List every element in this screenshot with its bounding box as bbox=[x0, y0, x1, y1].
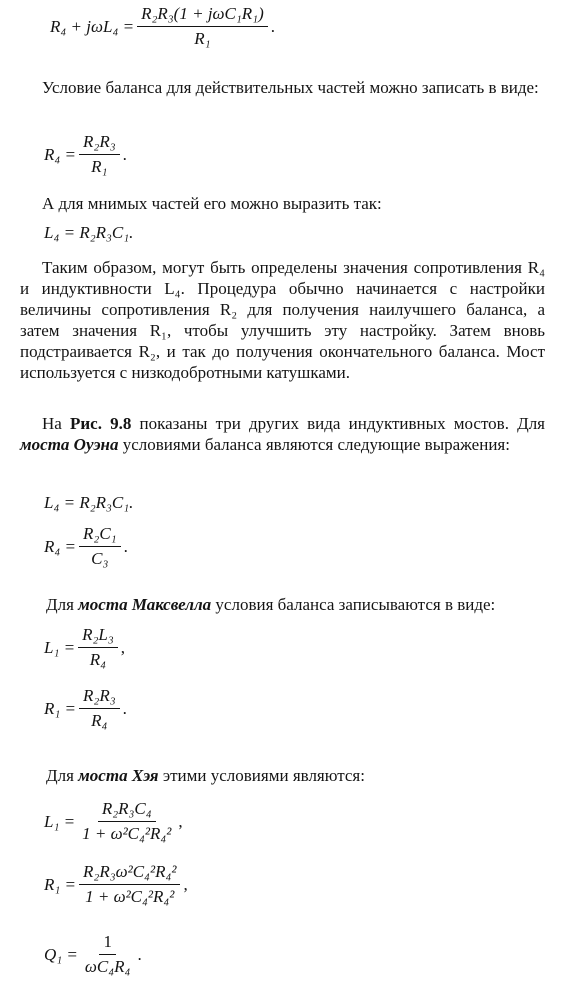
formula-hay-r1 bbox=[44, 862, 188, 907]
fraction bbox=[79, 524, 121, 569]
text-span: этими условиями являются: bbox=[158, 766, 365, 785]
paragraph-maxwell-bridge bbox=[46, 594, 546, 615]
fraction bbox=[81, 932, 135, 977]
formula-punct: , bbox=[183, 874, 188, 894]
formula-l4 bbox=[44, 223, 133, 243]
denominator: R₁ bbox=[91, 157, 108, 176]
formula-punct: , bbox=[178, 811, 183, 831]
numerator: R₂L₃ bbox=[78, 625, 118, 648]
denominator: R₄ bbox=[89, 650, 107, 669]
numerator: 1 bbox=[99, 932, 116, 955]
bridge-name: моста Хэя bbox=[78, 766, 159, 785]
numerator: R₂R₃C₄ bbox=[98, 799, 156, 822]
bridge-name: моста Максвелла bbox=[78, 595, 212, 614]
text-span: Для bbox=[46, 595, 79, 614]
formula-r4 bbox=[44, 132, 127, 177]
formula-punct: . bbox=[122, 698, 127, 718]
paragraph-owen-bridge bbox=[20, 413, 545, 455]
numerator: R₂R₃ bbox=[79, 686, 120, 709]
formula-complex-balance bbox=[50, 4, 275, 49]
denominator: 1 + ω²C₄²R₄² bbox=[85, 887, 175, 906]
denominator: ωC₄R₄ bbox=[84, 957, 131, 976]
text-span: условиями баланса являются следующие выражения: bbox=[118, 435, 510, 454]
text-span: условия баланса записываются в виде: bbox=[211, 595, 496, 614]
fraction bbox=[79, 132, 120, 177]
paragraph-real-parts: Условие баланса для действительных частей можно записать в виде: bbox=[42, 78, 539, 97]
formula-lhs: L₁ = bbox=[44, 811, 76, 831]
fraction bbox=[78, 799, 175, 844]
formula-punct: . bbox=[123, 536, 128, 556]
formula-punct: , bbox=[120, 637, 126, 657]
paragraph-procedure: Таким образом, могут быть определены значения сопротивления R₄ и индуктивности L₄. Процедура обычно начинается с настройки величины сопротивления R₂ для получения наилучшего баланса, а затем значения R₁, чтобы улучшить эту настройку. Затем вновь подстраивается R₂, и так до получения окончательного баланса. Мост используется с низкодобротными катушками. bbox=[20, 258, 545, 382]
numerator: R₂R₃ bbox=[79, 132, 120, 155]
formula-lhs: L₁ = bbox=[44, 637, 76, 657]
paragraph-imag-parts: А для мнимых частей его можно выразить так: bbox=[42, 194, 382, 213]
numerator: R₂R₃(1 + jωC₁R₁) bbox=[137, 4, 268, 27]
formula-lhs: R₁ = bbox=[44, 698, 77, 718]
formula-lhs: R₄ = bbox=[44, 144, 77, 164]
formula-punct: . bbox=[137, 944, 142, 964]
denominator: C₃ bbox=[91, 549, 109, 568]
denominator: R₁ bbox=[194, 29, 211, 48]
numerator: R₂C₁ bbox=[79, 524, 121, 547]
formula-lhs: R₁ = bbox=[44, 874, 77, 894]
fraction bbox=[78, 625, 118, 670]
fraction bbox=[137, 4, 268, 49]
fraction bbox=[79, 862, 180, 907]
formula-owen-l4 bbox=[44, 493, 133, 513]
denominator: 1 + ω²C₄²R₄² bbox=[82, 824, 172, 843]
formula-lhs: R₄ = bbox=[44, 536, 77, 556]
formula-punct: . bbox=[122, 144, 127, 164]
denominator: R₄ bbox=[91, 711, 108, 730]
formula-owen-r4 bbox=[44, 524, 128, 569]
formula-maxwell-r1 bbox=[44, 686, 127, 731]
bridge-name: моста Оуэна bbox=[20, 435, 119, 454]
paragraph-hay-bridge bbox=[46, 765, 546, 786]
formula-punct: . bbox=[270, 16, 275, 36]
formula-maxwell-l1 bbox=[44, 625, 125, 670]
formula-lhs: R₄ + jωL₄ = bbox=[50, 16, 135, 36]
fraction bbox=[79, 686, 120, 731]
numerator: R₂R₃ω²C₄²R₄² bbox=[79, 862, 180, 885]
text-span: На bbox=[42, 414, 70, 433]
text-span: показаны три других вида индуктивных мостов. Для bbox=[131, 414, 545, 433]
formula-text: L₄ = R₂R₃C₁. bbox=[44, 493, 134, 512]
formula-text: L₄ = R₂R₃C₁. bbox=[44, 223, 134, 242]
formula-hay-q1 bbox=[44, 932, 142, 977]
text-span: Для bbox=[46, 766, 79, 785]
formula-lhs: Q₁ = bbox=[44, 944, 78, 964]
formula-hay-l1 bbox=[44, 799, 183, 844]
figure-ref: Рис. 9.8 bbox=[69, 414, 132, 433]
